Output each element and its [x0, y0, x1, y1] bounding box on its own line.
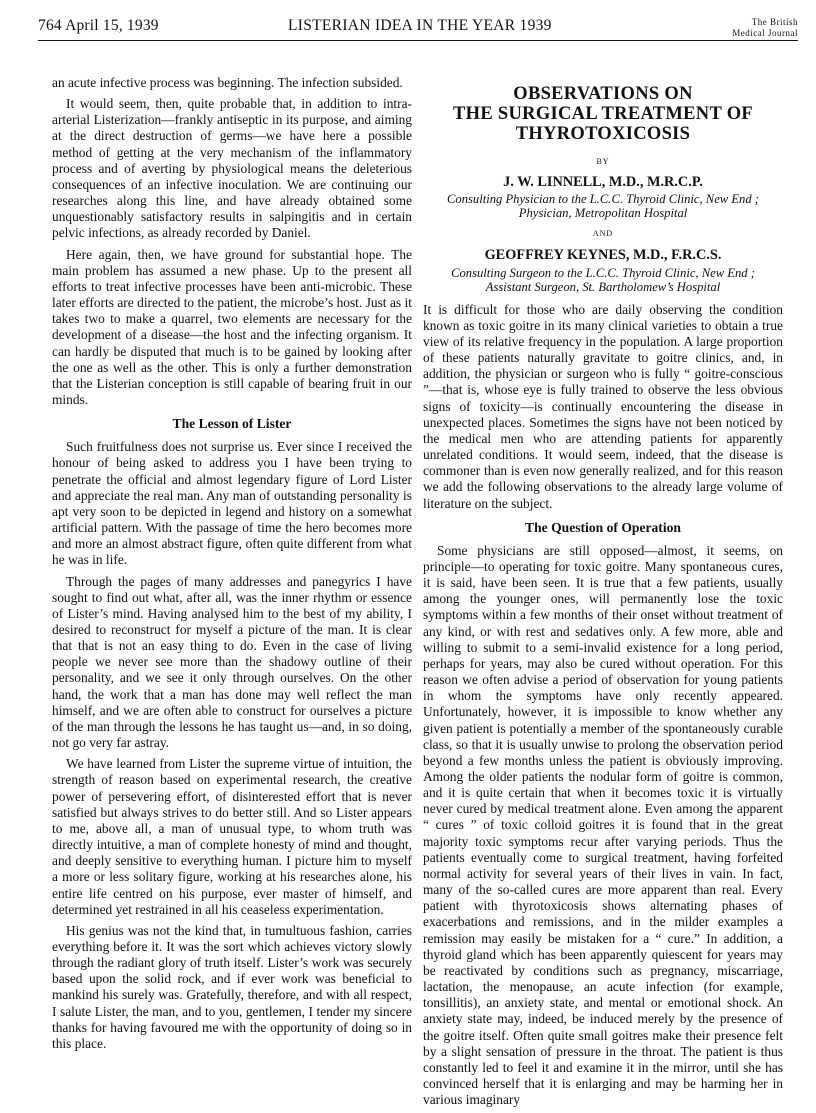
paragraph: an acute infective process was beginning. The infection subsided. — [52, 75, 403, 90]
page-number-date: 764 April 15, 1939 — [38, 17, 159, 34]
article-title — [423, 84, 783, 144]
byline-by: BY — [596, 157, 610, 166]
paragraph: We have learned from Lister the supreme virtue of intuition, the strength of reason based on experimental research, the creative power of persevering effort, of disinterested effort that is never satisfied but always strives to do better still. And so Lister appears to me, above all, a man of unusual type, to whom truth was directly intuitive, a man of complete honesty of mind and thought, and deeply sensitive to everything human. I picture him to myself a more or less solitary figure, working at his researches alone, his entire life centred on his purpose, ever master of himself, and determined yet restrained in all his ceaseless experimentation. — [52, 756, 412, 917]
journal-name-line2: Medical Journal — [732, 28, 798, 38]
byline-and: AND — [592, 229, 614, 239]
section-heading-question-of-operation: The Question of Operation — [525, 519, 681, 535]
paragraph-intro: It is difficult for those who are daily observing the condition known as toxic goitre in its many clinical varieties to obtain a true view of its relative frequency in the population. A large proportion of these patients naturally gravitate to goitre clinics, and, in addition, the physician or surgeon who is fully “ goitre-conscious ”—that is, whose eye is fully trained to observe the less obvious signs of toxicity—is continually encountering the disease in unexpected places. Sometimes the signs have not been noticed by the medical men who are attending patients for apparently unrelated conditions. It would seem, indeed, that the disease is commoner than is even now generally realized, and for this reason we add the following observations to the already large volume of literature on the subject. — [423, 301, 783, 511]
paragraph: Some physicians are still opposed—almost, it seems, on principle—to operating for toxic goitre. Many spontaneous cures, it is said, have been seen. It is true that a few patients, usually among the younger ones, will permanently lose the toxic symptoms within a few months of their onset without treatment of any kind, or with rest and sedatives only. A few more, able and willing to submit to a semi-invalid existence for a long period, perhaps for years, may also be cured without operation. For this reason we often advise a period of observation for young patients in whom the symptoms have only recently appeared. Unfortunately, however, it is impossible to know whether any given patient is potentially a member of the spontaneously curable class, so that it is usually unwise to prolong the observation period beyond a few months unless the patient is obviously improving. Among the older patients the nodular form of goitre is common, and it is quite certain that when it becomes toxic it is virtually never cured by medical treatment alone. Even among the apparent “ cures ” of toxic colloid goitres it is found that in the great majority toxic symptoms recur after varying periods. Thus the patients eventually come to surgical treatment, having forfeited normal activity for several years of their lives in vain. In fact, many of the so-called cures are more apparent than real. Every patient with thyrotoxicosis shows alternating phases of exacerbations and remissions, and in the milder examples a remission may easily be mistaken for a “ cure.” In addition, a thyroid gland which has been apparently quiescent for years may be reactivated by conditions such as pregnancy, miscarriage, lactation, the menopause, an acute infection (for example, tonsillitis), an anxiety state, and mental or emotional shock. An anxiety state may, indeed, be induced merely by the presence of the goitre itself. Often quite small goitres make their presence felt by a slight sensation of pressure in the throat. The patient is thus constantly led to feel it and examine it in the mirror, until she has convinced herself that it is enlarging and may be harming her in various imaginary — [423, 542, 783, 1108]
article-title-line3: THYROTOXICOSIS — [515, 124, 691, 144]
journal-name-line1: The British — [751, 17, 798, 27]
header-rule — [38, 40, 798, 41]
author-keynes: GEOFFREY KEYNES, M.D., F.R.C.S. — [484, 247, 722, 264]
page-header — [38, 13, 798, 55]
article-title-line1: OBSERVATIONS ON — [513, 84, 693, 104]
author-linnell-affiliation-1: Consulting Physician to the L.C.C. Thyroid Clinic, New End ; — [447, 192, 759, 207]
paragraph: Such fruitfulness does not surprise us. Ever since I received the honour of being asked to address you I have been trying to penetrate the official and almost legendary figure of Lord Lister and appreciate the real man. Any man of outstanding personality is apt very soon to be depicted in legend and history on a somewhat artificial pattern. With the passage of time the hero becomes more and more an almost abstract figure, often quite different from what he was in life. — [52, 439, 412, 568]
author-linnell-affiliation-2: Physician, Metropolitan Hospital — [518, 206, 688, 221]
author-keynes-affiliation-1: Consulting Surgeon to the L.C.C. Thyroid Clinic, New End ; — [451, 265, 755, 280]
right-column — [423, 75, 783, 1113]
author-keynes-affiliation-2: Assistant Surgeon, St. Bartholomew’s Hospital — [485, 279, 721, 294]
paragraph: Here again, then, we have ground for substantial hope. The main problem has assumed a new phase. Up to the present all efforts to treat infective processes have been anti-microbic. These later efforts are directed to the patient, the microbe’s host. Just as it takes two to make a quarrel, two elements are necessary for the development of a disease—the host and the infecting organism. It can hardly be disputed that much is to be gained by looking after the one as well as the other. This is only a further demonstration that the Listerian conception is still capable of bearing fruit in our minds. — [52, 246, 412, 407]
journal-name — [732, 17, 798, 39]
article-title-line2: THE SURGICAL TREATMENT OF — [453, 104, 753, 124]
paragraph: His genius was not the kind that, in tumultuous fashion, carries everything before it. It was the sort which achieves victory slowly through the radiant glory of truth itself. Lister’s work was securely based upon the solid rock, and if ever work was beneficial to mankind his surely was. Gratefully, therefore, and with all respect, I salute Lister, the man, and to you, gentlemen, I tender my sincere thanks for having favoured me with the opportunity of doing so in this place. — [52, 922, 412, 1051]
paragraph: It would seem, then, quite probable that, in addition to intra-arterial Listerization—frankly antiseptic in its purpose, and aiming at the direct destruction of germs—we have here a possible method of getting at the very mechanism of the inflammatory process and of averting by physiological means the deleterious consequences of an infective inoculation. We are continuing our researches along this line, and have already obtained some unquestionably satisfactory results in salpingitis and in certain pelvic infections, as already recorded by Daniel. — [52, 96, 412, 241]
left-column — [52, 75, 412, 1057]
section-heading-lesson-of-lister: The Lesson of Lister — [172, 416, 292, 432]
author-linnell: J. W. LINNELL, M.D., M.R.C.P. — [503, 174, 703, 191]
paragraph: Through the pages of many addresses and panegyrics I have sought to find out what, after all, was the inner rhythm or essence of Lister’s mind. Having analysed him to the best of my ability, I desired to reconstruct for myself a picture of the man. It is clear that that is not an easy thing to do. Even in the case of living people we never see more than the shadowy outline of their personality, and we see it only through ourselves. On the other hand, the work that a man has done may well reflect the man himself, and we are often able to construct for ourselves a picture of the man through the lessons he has taught us—and, in so doing, not go very far astray. — [52, 573, 412, 751]
running-title: LISTERIAN IDEA IN THE YEAR 1939 — [288, 17, 552, 34]
